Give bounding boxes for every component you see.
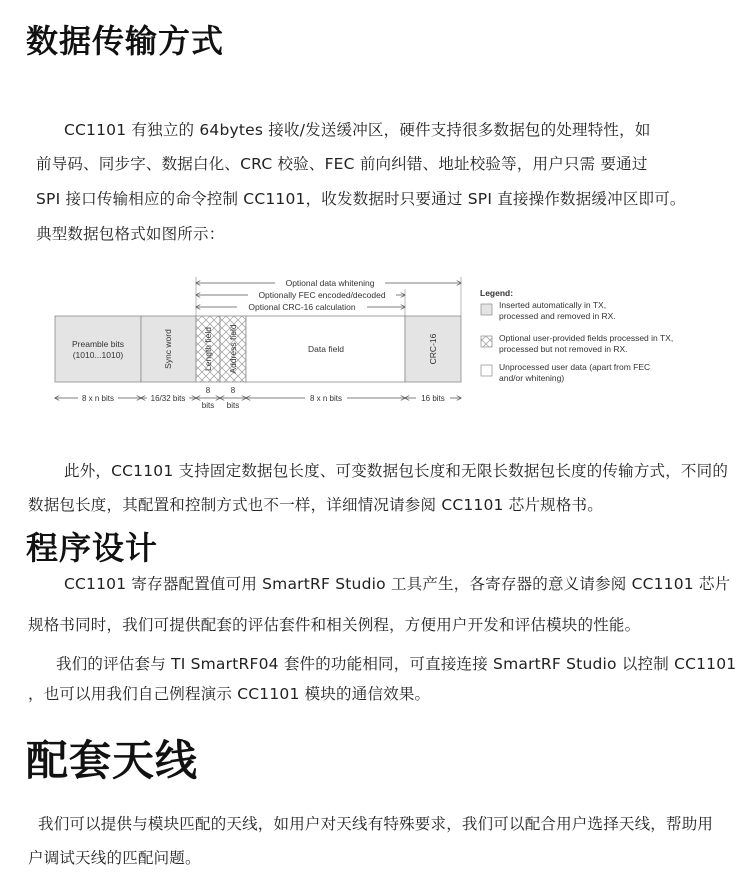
paragraph-line: ，也可以用我们自己例程演示 CC1101 模块的通信效果。 — [28, 685, 431, 703]
legend-item-user-2: and/or whitening) — [499, 373, 565, 383]
size-length-unit: bits — [201, 401, 215, 410]
section-title-antenna: 配套天线 — [26, 736, 199, 785]
data-field-label: Data field — [308, 344, 344, 354]
size-address: 8 — [230, 386, 236, 395]
sync-word-label: Sync word — [163, 329, 173, 369]
size-sync: 16/32 bits — [150, 394, 186, 403]
legend-item-optional-2: processed but not removed in RX. — [499, 344, 628, 354]
packet-format-diagram — [50, 268, 700, 418]
paragraph-line: 典型数据包格式如图所示： — [36, 225, 225, 243]
span-label-whitening: Optional data whitening — [285, 278, 375, 288]
size-crc: 16 bits — [421, 394, 445, 403]
legend-item-auto-2: processed and removed in RX. — [499, 311, 616, 321]
paragraph-line: CC1101 有独立的 64bytes 接收/发送缓冲区，硬件支持很多数据包的处理特性，如 — [64, 121, 651, 139]
section-title-transfer: 数据传输方式 — [26, 22, 225, 60]
preamble-label: Preamble bits — [72, 339, 124, 349]
preamble-field — [55, 316, 141, 382]
size-length: 8 — [205, 386, 211, 395]
paragraph-line: 我们的评估套与 TI SmartRF04 套件的功能相同，可直接连接 SmartRF Studio 以控制 CC1101 — [56, 655, 737, 673]
paragraph-line: 数据包长度，其配置和控制方式也不一样，详细情况请参阅 CC1101 芯片规格书。 — [28, 496, 603, 514]
size-preamble: 8 x n bits — [81, 394, 115, 403]
legend-swatch-auto — [481, 304, 492, 315]
preamble-pattern: (1010...1010) — [72, 350, 124, 360]
legend-title: Legend: — [480, 288, 514, 298]
paragraph-line: 前导码、同步字、数据白化、CRC 校验、FEC 前向纠错、地址校验等，用户只需 要通过 — [36, 155, 648, 173]
size-data: 8 x n bits — [309, 394, 343, 403]
paragraph-line: 规格书同时，我们可提供配套的评估套件和相关例程，方便用户开发和评估模块的性能。 — [28, 616, 641, 634]
legend-swatch-optional — [481, 336, 492, 347]
section-title-programming: 程序设计 — [26, 529, 159, 567]
address-field-label: Address field — [228, 324, 238, 374]
span-label-crc: Optional CRC-16 calculation — [248, 302, 356, 312]
paragraph-line: CC1101 寄存器配置值可用 SmartRF Studio 工具产生，各寄存器的意义请参阅 CC1101 芯片 — [64, 575, 731, 593]
paragraph-line: SPI 接口传输相应的命令控制 CC1101，收发数据时只要通过 SPI 直接操作数据缓冲区即可。 — [36, 190, 686, 208]
length-field-label: Length field — [203, 327, 213, 371]
crc-field-label: CRC-16 — [428, 333, 438, 365]
size-address-unit: bits — [226, 401, 240, 410]
paragraph-line: 我们可以提供与模块匹配的天线，如用户对天线有特殊要求，我们可以配合用户选择天线，帮助用 — [38, 815, 714, 833]
legend-item-optional: Optional user-provided fields processed in TX, — [499, 333, 674, 343]
legend-item-auto: Inserted automatically in TX, — [499, 300, 607, 310]
paragraph-line: 户调试天线的匹配问题。 — [28, 849, 201, 867]
paragraph-line: 此外，CC1101 支持固定数据包长度、可变数据包长度和无限长数据包长度的传输方式，不同的 — [64, 462, 729, 480]
legend-swatch-user — [481, 365, 492, 376]
span-label-fec: Optionally FEC encoded/decoded — [258, 290, 386, 300]
legend-item-user: Unprocessed user data (apart from FEC — [499, 362, 651, 372]
